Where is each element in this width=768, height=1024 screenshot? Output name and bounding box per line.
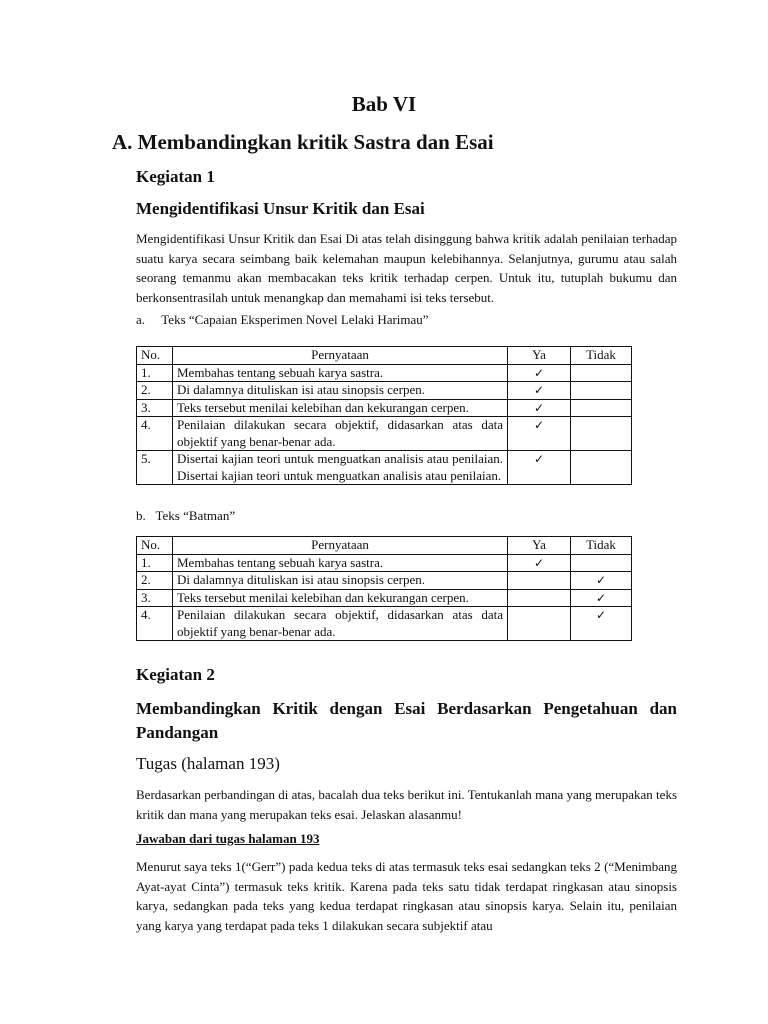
header-tidak: Tidak xyxy=(571,537,632,555)
row-statement: Disertai kajian teori untuk menguatkan analisis atau penilaian. Disertai kajian teori untuk menguatkan analisis atau penilaian. xyxy=(173,451,508,485)
row-statement: Membahas tentang sebuah karya sastra. xyxy=(173,364,508,382)
row-ya-cell xyxy=(508,607,571,641)
row-number: 1. xyxy=(137,554,173,572)
table-row xyxy=(137,589,632,607)
row-tidak-cell xyxy=(571,417,632,451)
row-number: 3. xyxy=(137,589,173,607)
answer-heading: Jawaban dari tugas halaman 193 xyxy=(136,831,320,846)
row-statement: Di dalamnya dituliskan isi atau sinopsis cerpen. xyxy=(173,382,508,400)
row-statement: Di dalamnya dituliskan isi atau sinopsis cerpen. xyxy=(173,572,508,590)
check-icon: ✓ xyxy=(571,572,632,590)
table-row xyxy=(137,382,632,400)
row-number: 2. xyxy=(137,572,173,590)
check-icon: ✓ xyxy=(508,451,571,485)
row-statement: Membahas tentang sebuah karya sastra. xyxy=(173,554,508,572)
kegiatan-2-label: Kegiatan 2 xyxy=(136,665,215,684)
instruction-paragraph: Berdasarkan perbandingan di atas, bacalah dua teks berikut ini. Tentukanlah mana yang merupakan teks kritik dan mana yang merupakan teks esai. Jelaskan alasanmu! xyxy=(136,787,677,822)
table-row xyxy=(137,572,632,590)
row-statement: Penilaian dilakukan secara objektif, didasarkan atas data objektif yang benar-benar ada. xyxy=(173,417,508,451)
kegiatan-1-label: Kegiatan 1 xyxy=(136,167,215,186)
row-number: 2. xyxy=(137,382,173,400)
row-number: 3. xyxy=(137,399,173,417)
header-no: No. xyxy=(137,347,173,365)
table-row xyxy=(137,607,632,641)
row-tidak-cell xyxy=(571,451,632,485)
row-number: 1. xyxy=(137,364,173,382)
row-number: 5. xyxy=(137,451,173,485)
answer-paragraph: Menurut saya teks 1(“Gerr”) pada kedua teks di atas termasuk teks esai sedangkan teks 2 (“Menimbang Ayat-ayat Cinta”) termasuk teks kritik. Karena pada teks satu tidak terdapat ringkasan atau sinopsis karya, sedangkan pada teks yang kedua terdapat ringkasan atau sinopsis karya. Selain itu, penilaian yang karya yang terdapat pada teks 1 dilakukan secara subjektif atau xyxy=(136,859,677,933)
header-tidak: Tidak xyxy=(571,347,632,365)
kegiatan-1-paragraph: Mengidentifikasi Unsur Kritik dan Esai Di atas telah disinggung bahwa kritik adalah penilaian terhadap suatu karya secara seimbang baik kelemahan maupun kelebihannya. Selanjutnya, gurumu atau salah seorang temanmu akan membacakan teks kritik terhadap cerpen. Untuk itu, tutuplah bukumu dan berkonsentrasilah untuk menangkap dan memahami isi teks tersebut. xyxy=(136,231,677,305)
row-tidak-cell xyxy=(571,554,632,572)
table-a xyxy=(136,346,632,485)
table-row xyxy=(137,417,632,451)
row-tidak-cell xyxy=(571,399,632,417)
header-ya: Ya xyxy=(508,347,571,365)
check-icon: ✓ xyxy=(571,589,632,607)
row-tidak-cell xyxy=(571,364,632,382)
check-icon: ✓ xyxy=(508,364,571,382)
check-icon: ✓ xyxy=(508,399,571,417)
check-icon: ✓ xyxy=(571,607,632,641)
table-b xyxy=(136,536,632,641)
row-ya-cell xyxy=(508,589,571,607)
row-statement: Teks tersebut menilai kelebihan dan kekurangan cerpen. xyxy=(173,399,508,417)
row-statement: Penilaian dilakukan secara objektif, didasarkan atas data objektif yang benar-benar ada. xyxy=(173,607,508,641)
row-statement: Teks tersebut menilai kelebihan dan kekurangan cerpen. xyxy=(173,589,508,607)
tugas-heading: Tugas (halaman 193) xyxy=(136,754,280,773)
table-b-caption: b. Teks “Batman” xyxy=(136,508,236,523)
header-no: No. xyxy=(137,537,173,555)
kegiatan-1-title: Mengidentifikasi Unsur Kritik dan Esai xyxy=(136,199,425,218)
row-tidak-cell xyxy=(571,382,632,400)
table-row xyxy=(137,451,632,485)
table-row xyxy=(137,399,632,417)
header-pernyataan: Pernyataan xyxy=(173,537,508,555)
row-number: 4. xyxy=(137,417,173,451)
row-ya-cell xyxy=(508,572,571,590)
table-row xyxy=(137,364,632,382)
table-header-row xyxy=(137,537,632,555)
header-pernyataan: Pernyataan xyxy=(173,347,508,365)
chapter-title: Bab VI xyxy=(351,92,417,116)
header-ya: Ya xyxy=(508,537,571,555)
row-number: 4. xyxy=(137,607,173,641)
kegiatan-2-title: Membandingkan Kritik dengan Esai Berdasarkan Pengetahuan dan Pandangan xyxy=(136,699,677,742)
check-icon: ✓ xyxy=(508,417,571,451)
table-a-caption: a. Teks “Capaian Eksperimen Novel Lelaki Harimau” xyxy=(136,312,429,327)
table-header-row xyxy=(137,347,632,365)
table-row xyxy=(137,554,632,572)
check-icon: ✓ xyxy=(508,382,571,400)
check-icon: ✓ xyxy=(508,554,571,572)
section-heading: A. Membandingkan kritik Sastra dan Esai xyxy=(112,130,494,154)
